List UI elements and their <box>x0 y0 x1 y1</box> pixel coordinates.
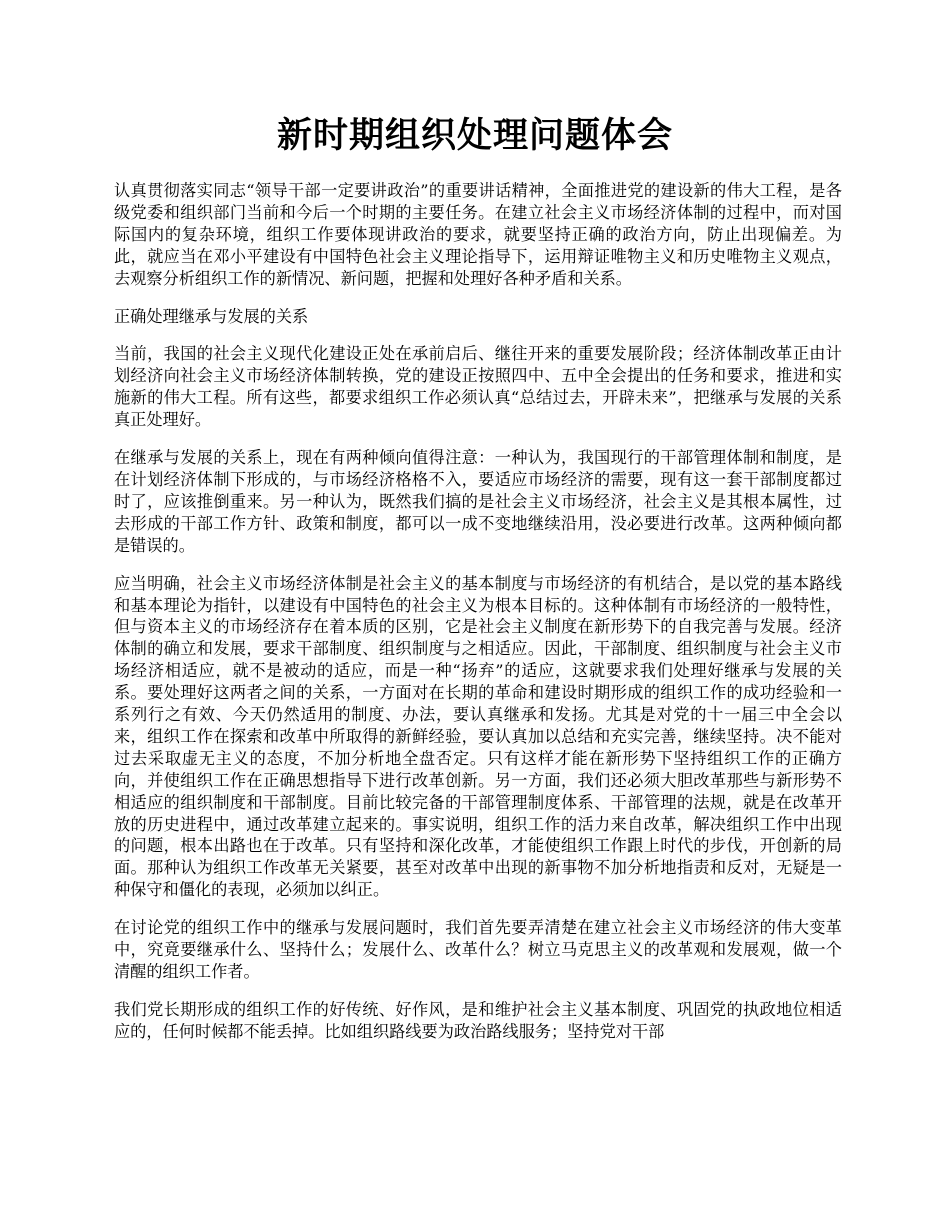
section-heading: 正确处理继承与发展的关系 <box>114 306 309 326</box>
body-paragraph: 在继承与发展的关系上，现在有两种倾向值得注意：一种认为，我国现行的干部管理体制和制度，是在计划经济体制下形成的，与市场经济格格不入，要适应市场经济的需要，现有这一套干部制度都过时了，应该推倒重来。另一种认为，既然我们搞的是社会主义市场经济，社会主义是其根本属性，过去形成的干部工作方针、政策和制度，都可以一成不变地继续沿用，没必要进行改革。这两种倾向都是错误的。 <box>114 448 842 555</box>
body-paragraph: 当前，我国的社会主义现代化建设正处在承前启后、继往开来的重要发展阶段；经济体制改革正由计划经济向社会主义市场经济体制转换，党的建设正按照四中、五中全会提出的任务和要求，推进和实施新的伟大工程。所有这些，都要求组织工作必须认真“总结过去，开辟未来”，把继承与发展的关系真正处理好。 <box>114 344 842 430</box>
document-body <box>114 180 842 1059</box>
body-paragraph: 在讨论党的组织工作中的继承与发展问题时，我们首先要弄清楚在建立社会主义市场经济的伟大变革中，究竟要继承什么、坚持什么；发展什么、改革什么？树立马克思主义的改革观和发展观，做一个清醒的组织工作者。 <box>114 918 842 981</box>
body-paragraph: 应当明确，社会主义市场经济体制是社会主义的基本制度与市场经济的有机结合，是以党的基本路线和基本理论为指针，以建设有中国特色的社会主义为根本目标的。这种体制有市场经济的一般特性，但与资本主义的市场经济存在着本质的区别，它是社会主义制度在新形势下的自我完善与发展。经济体制的确立和发展，要求干部制度、组织制度与之相适应。因此，干部制度、组织制度与社会主义市场经济相适应，就不是被动的适应，而是一种“扬弃”的适应，这就要求我们处理好继承与发展的关系。要处理好这两者之间的关系，一方面对在长期的革命和建设时期形成的组织工作的成功经验和一系列行之有效、今天仍然适用的制度、办法，要认真继承和发扬。尤其是对党的十一届三中全会以来，组织工作在探索和改革中所取得的新鲜经验，要认真加以总结和充实完善，继续坚持。决不能对过去采取虚无主义的态度，不加分析地全盘否定。只有这样才能在新形势下坚持组织工作的正确方向，并使组织工作在正确思想指导下进行改革创新。另一方面，我们还必须大胆改革那些与新形势不相适应的组织制度和干部制度。目前比较完备的干部管理制度体系、干部管理的法规，就是在改革开放的历史进程中，通过改革建立起来的。事实说明，组织工作的活力来自改革，解决组织工作中出现的问题，根本出路也在于改革。只有坚持和深化改革，才能使组织工作跟上时代的步伐，开创新的局面。那种认为组织工作改革无关紧要，甚至对改革中出现的新事物不加分析地指责和反对，无疑是一种保守和僵化的表现，必须加以纠正。 <box>114 573 842 900</box>
intro-paragraph: 认真贯彻落实同志“领导干部一定要讲政治”的重要讲话精神，全面推进党的建设新的伟大工程，是各级党委和组织部门当前和今后一个时期的主要任务。在建立社会主义市场经济体制的过程中，而对国际国内的复杂环境，组织工作要体现讲政治的要求，就要坚持正确的政治方向，防止出现偏差。为此，就应当在邓小平建设有中国特色社会主义理论指导下，运用辩证唯物主义和历史唯物主义观点，去观察分析组织工作的新情况、新问题，把握和处理好各种矛盾和关系。 <box>114 181 842 288</box>
body-paragraph: 我们党长期形成的组织工作的好传统、好作风，是和维护社会主义基本制度、巩固党的执政地位相适应的，任何时候都不能丢掉。比如组织路线要为政治路线服务；坚持党对干部 <box>114 999 842 1041</box>
document-title: 新时期组织处理问题体会 <box>276 115 673 156</box>
